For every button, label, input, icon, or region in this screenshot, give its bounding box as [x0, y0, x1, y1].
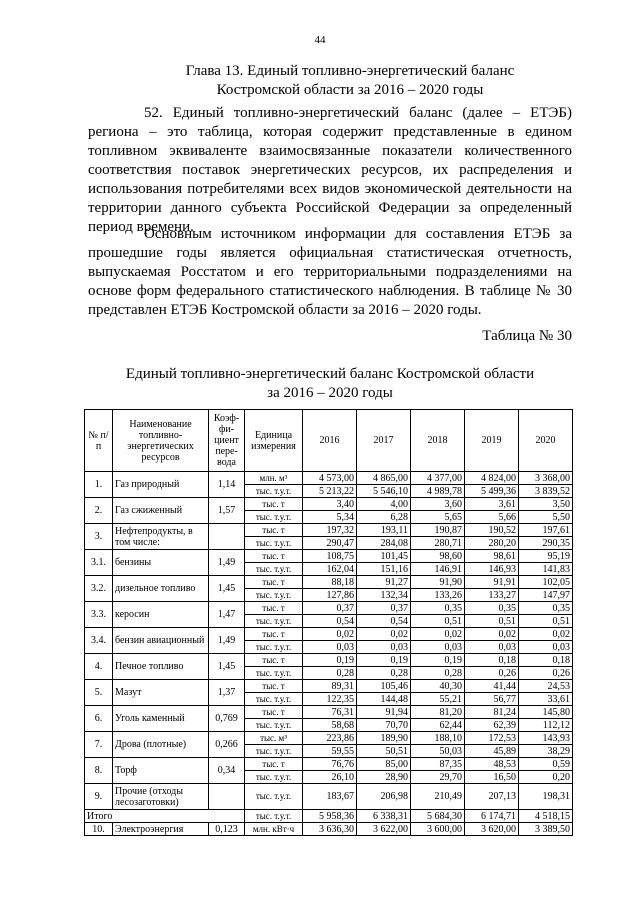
value-cell: 89,31: [303, 680, 357, 693]
paragraph-52: 52. Единый топливно-энергетический баланс (далее – ЕТЭБ) региона – это таблица, которая содержит представленные в едином топливном эквиваленте взаимосвязанные показатели количественного соответствия поставок энергетических ресурсов, их распределения и использования потребителями всех видов экономической деятельности на территории данного субъекта Российской Федерации за определенный период времени.: [88, 105, 572, 235]
conversion-coefficient: 1,49: [209, 550, 245, 576]
value-cell: 3 620,00: [465, 823, 519, 836]
total-label: Итого: [85, 810, 245, 823]
value-cell: 91,27: [357, 576, 411, 589]
chapter-title-line-1: Глава 13. Единый топливно-энергетический баланс: [185, 63, 515, 79]
value-cell: 88,18: [303, 576, 357, 589]
value-cell: 0,54: [357, 615, 411, 628]
value-cell: 0,37: [303, 602, 357, 615]
value-cell: 3 839,52: [519, 485, 573, 498]
value-cell: 5 546,10: [357, 485, 411, 498]
unit-cell: тыс. т: [245, 498, 303, 511]
value-cell: 6 174,71: [465, 810, 519, 823]
value-cell: 0,03: [357, 641, 411, 654]
value-cell: 162,04: [303, 563, 357, 576]
value-cell: 40,30: [411, 680, 465, 693]
resource-name: Уголь каменный: [113, 706, 209, 732]
value-cell: 0,37: [357, 602, 411, 615]
unit-cell: тыс. т: [245, 654, 303, 667]
value-cell: 0,18: [519, 654, 573, 667]
value-cell: 188,10: [411, 732, 465, 745]
table-row: [85, 823, 573, 836]
conversion-coefficient: 1,37: [209, 680, 245, 706]
page-number: 44: [314, 34, 326, 46]
table-row: [85, 680, 573, 693]
value-cell: 0,26: [519, 667, 573, 680]
value-cell: 0,19: [357, 654, 411, 667]
unit-cell: тыс. т: [245, 628, 303, 641]
row-number: 3.2.: [85, 576, 113, 602]
table-row: [85, 576, 573, 589]
value-cell: 0,02: [465, 628, 519, 641]
value-cell: 81,20: [411, 706, 465, 719]
header-name: Наименование топливно-энергетических ресурсов: [113, 410, 209, 472]
unit-cell: тыс. т: [245, 680, 303, 693]
value-cell: 132,34: [357, 589, 411, 602]
unit-cell: тыс. т: [245, 602, 303, 615]
conversion-coefficient: [209, 784, 245, 810]
value-cell: 144,48: [357, 693, 411, 706]
row-number: 7.: [85, 732, 113, 758]
value-cell: 151,16: [357, 563, 411, 576]
value-cell: 280,20: [465, 537, 519, 550]
row-number: 4.: [85, 654, 113, 680]
value-cell: 143,93: [519, 732, 573, 745]
table-row: [85, 602, 573, 615]
resource-name: бензин авиационный: [113, 628, 209, 654]
resource-name: Печное топливо: [113, 654, 209, 680]
value-cell: 62,44: [411, 719, 465, 732]
resource-name: Газ сжиженный: [113, 498, 209, 524]
unit-cell: тыс. т.у.т.: [245, 537, 303, 550]
unit-cell: тыс. т: [245, 706, 303, 719]
value-cell: 24,53: [519, 680, 573, 693]
row-number: 6.: [85, 706, 113, 732]
resource-name: керосин: [113, 602, 209, 628]
value-cell: 0,18: [465, 654, 519, 667]
value-cell: 33,61: [519, 693, 573, 706]
conversion-coefficient: 1,49: [209, 628, 245, 654]
row-number: 3.3.: [85, 602, 113, 628]
value-cell: 4 989,78: [411, 485, 465, 498]
value-cell: 3 389,50: [519, 823, 573, 836]
value-cell: 4 518,15: [519, 810, 573, 823]
fuel-energy-balance-table: [84, 409, 573, 836]
value-cell: 189,90: [357, 732, 411, 745]
unit-cell: тыс. т.у.т.: [245, 641, 303, 654]
table-title-line-2: за 2016 – 2020 годы: [267, 385, 393, 401]
row-number: 8.: [85, 758, 113, 784]
chapter-title-line-2: Костромской области за 2016 – 2020 годы: [216, 82, 484, 98]
value-cell: 91,94: [357, 706, 411, 719]
value-cell: 5 213,22: [303, 485, 357, 498]
table-title: [88, 365, 572, 403]
row-number: 9.: [85, 784, 113, 810]
unit-cell: тыс. т.у.т.: [245, 589, 303, 602]
value-cell: 112,12: [519, 719, 573, 732]
value-cell: 0,20: [519, 771, 573, 784]
table-row: [85, 498, 573, 511]
table-row: [85, 654, 573, 667]
value-cell: 127,86: [303, 589, 357, 602]
value-cell: 0,51: [465, 615, 519, 628]
table-title-line-1: Единый топливно-энергетический баланс Костромской области: [125, 366, 535, 382]
value-cell: 76,31: [303, 706, 357, 719]
value-cell: 3 600,00: [411, 823, 465, 836]
value-cell: 4 573,00: [303, 472, 357, 485]
unit-cell: тыс. т.у.т.: [245, 719, 303, 732]
unit-cell: тыс. т: [245, 524, 303, 537]
value-cell: 0,19: [411, 654, 465, 667]
value-cell: 91,90: [411, 576, 465, 589]
value-cell: 0,02: [411, 628, 465, 641]
value-cell: 0,51: [519, 615, 573, 628]
value-cell: 4,00: [357, 498, 411, 511]
value-cell: 190,52: [465, 524, 519, 537]
value-cell: 45,89: [465, 745, 519, 758]
value-cell: 59,55: [303, 745, 357, 758]
value-cell: 50,51: [357, 745, 411, 758]
unit-cell: млн. м³: [245, 472, 303, 485]
row-number: 5.: [85, 680, 113, 706]
value-cell: 38,29: [519, 745, 573, 758]
paragraph-sources: Основным источником информации для составления ЕТЭБ за прошедшие годы является официальная статистическая отчетность, выпускаемая Росстатом и его территориальными подразделениями на основе форм федерального статистического наблюдения. В таблице № 30 представлен ЕТЭБ Костромской области за 2016 – 2020 годы.: [88, 226, 572, 318]
unit-cell: тыс. т.у.т.: [245, 810, 303, 823]
value-cell: 147,97: [519, 589, 573, 602]
value-cell: 197,32: [303, 524, 357, 537]
unit-cell: тыс. т.у.т.: [245, 615, 303, 628]
value-cell: 146,91: [411, 563, 465, 576]
value-cell: 0,28: [357, 667, 411, 680]
value-cell: 5 684,30: [411, 810, 465, 823]
value-cell: 0,02: [357, 628, 411, 641]
value-cell: 41,44: [465, 680, 519, 693]
value-cell: 29,70: [411, 771, 465, 784]
value-cell: 102,05: [519, 576, 573, 589]
table-row: [85, 472, 573, 485]
header-num: № п/п: [85, 410, 113, 472]
value-cell: 3,40: [303, 498, 357, 511]
value-cell: 183,67: [303, 784, 357, 810]
value-cell: 122,35: [303, 693, 357, 706]
conversion-coefficient: 0,34: [209, 758, 245, 784]
value-cell: 5,34: [303, 511, 357, 524]
table-row: [85, 784, 573, 810]
value-cell: 0,54: [303, 615, 357, 628]
value-cell: 56,77: [465, 693, 519, 706]
row-number: 1.: [85, 472, 113, 498]
value-cell: 0,03: [411, 641, 465, 654]
value-cell: 5,66: [465, 511, 519, 524]
value-cell: 0,35: [411, 602, 465, 615]
unit-cell: тыс. т.у.т.: [245, 745, 303, 758]
value-cell: 5,50: [519, 511, 573, 524]
value-cell: 3 368,00: [519, 472, 573, 485]
value-cell: 223,86: [303, 732, 357, 745]
row-number: 3.1.: [85, 550, 113, 576]
value-cell: 4 865,00: [357, 472, 411, 485]
total-row: [85, 810, 573, 823]
value-cell: 133,27: [465, 589, 519, 602]
resource-name: Газ природный: [113, 472, 209, 498]
value-cell: 172,53: [465, 732, 519, 745]
value-cell: 0,26: [465, 667, 519, 680]
value-cell: 190,87: [411, 524, 465, 537]
conversion-coefficient: 1,14: [209, 472, 245, 498]
conversion-coefficient: 1,57: [209, 498, 245, 524]
unit-cell: тыс. т.у.т.: [245, 784, 303, 810]
value-cell: 50,03: [411, 745, 465, 758]
value-cell: 87,35: [411, 758, 465, 771]
unit-cell: тыс. т.у.т.: [245, 485, 303, 498]
value-cell: 0,03: [303, 641, 357, 654]
header-coef: Коэф-фи-циент пере-вода: [209, 410, 245, 472]
table-row: [85, 550, 573, 563]
value-cell: 0,59: [519, 758, 573, 771]
unit-cell: тыс. т: [245, 758, 303, 771]
conversion-coefficient: 1,45: [209, 576, 245, 602]
unit-cell: тыс. т.у.т.: [245, 511, 303, 524]
value-cell: 141,83: [519, 563, 573, 576]
unit-cell: тыс. т.у.т.: [245, 563, 303, 576]
resource-name: Дрова (плотные): [113, 732, 209, 758]
value-cell: 3,50: [519, 498, 573, 511]
unit-cell: тыс. т.у.т.: [245, 771, 303, 784]
header-year: 2018: [411, 410, 465, 472]
unit-cell: тыс. т: [245, 550, 303, 563]
value-cell: 0,51: [411, 615, 465, 628]
value-cell: 28,90: [357, 771, 411, 784]
table-row: [85, 628, 573, 641]
value-cell: 5 499,36: [465, 485, 519, 498]
value-cell: 101,45: [357, 550, 411, 563]
table-row: [85, 758, 573, 771]
table-body: [85, 472, 573, 836]
value-cell: 4 824,00: [465, 472, 519, 485]
value-cell: 0,03: [465, 641, 519, 654]
conversion-coefficient: 1,47: [209, 602, 245, 628]
resource-name: Прочие (отходы лесозаготовки): [113, 784, 209, 810]
value-cell: 85,00: [357, 758, 411, 771]
value-cell: 0,02: [303, 628, 357, 641]
value-cell: 290,47: [303, 537, 357, 550]
header-year: 2016: [303, 410, 357, 472]
table-header-row: [85, 410, 573, 472]
table-row: [85, 706, 573, 719]
value-cell: 0,02: [519, 628, 573, 641]
value-cell: 290,35: [519, 537, 573, 550]
conversion-coefficient: [209, 524, 245, 550]
value-cell: 55,21: [411, 693, 465, 706]
row-number: 2.: [85, 498, 113, 524]
value-cell: 16,50: [465, 771, 519, 784]
table-label: Таблица № 30: [482, 328, 572, 344]
value-cell: 58,68: [303, 719, 357, 732]
value-cell: 206,98: [357, 784, 411, 810]
value-cell: 62,39: [465, 719, 519, 732]
unit-cell: тыс. м³: [245, 732, 303, 745]
value-cell: 284,08: [357, 537, 411, 550]
chapter-title: [60, 62, 640, 100]
value-cell: 98,61: [465, 550, 519, 563]
conversion-coefficient: 1,45: [209, 654, 245, 680]
value-cell: 5,65: [411, 511, 465, 524]
value-cell: 146,93: [465, 563, 519, 576]
value-cell: 133,26: [411, 589, 465, 602]
value-cell: 91,91: [465, 576, 519, 589]
value-cell: 6 338,31: [357, 810, 411, 823]
value-cell: 76,76: [303, 758, 357, 771]
value-cell: 0,28: [411, 667, 465, 680]
resource-name: Торф: [113, 758, 209, 784]
header-year: 2017: [357, 410, 411, 472]
resource-name: Нефтепродукты, в том числе:: [113, 524, 209, 550]
value-cell: 0,03: [519, 641, 573, 654]
row-number: 10.: [85, 823, 113, 836]
value-cell: 0,19: [303, 654, 357, 667]
table-row: [85, 524, 573, 537]
unit-cell: тыс. т.у.т.: [245, 693, 303, 706]
conversion-coefficient: 0,769: [209, 706, 245, 732]
unit-cell: млн. кВт·ч: [245, 823, 303, 836]
value-cell: 95,19: [519, 550, 573, 563]
conversion-coefficient: 0,266: [209, 732, 245, 758]
header-year: 2019: [465, 410, 519, 472]
value-cell: 210,49: [411, 784, 465, 810]
resource-name: дизельное топливо: [113, 576, 209, 602]
value-cell: 145,80: [519, 706, 573, 719]
value-cell: 3 622,00: [357, 823, 411, 836]
conversion-coefficient: 0,123: [209, 823, 245, 836]
value-cell: 198,31: [519, 784, 573, 810]
row-number: 3.: [85, 524, 113, 550]
value-cell: 197,61: [519, 524, 573, 537]
value-cell: 108,75: [303, 550, 357, 563]
value-cell: 280,71: [411, 537, 465, 550]
value-cell: 105,46: [357, 680, 411, 693]
value-cell: 3,61: [465, 498, 519, 511]
value-cell: 6,28: [357, 511, 411, 524]
row-number: 3.4.: [85, 628, 113, 654]
value-cell: 81,24: [465, 706, 519, 719]
value-cell: 70,70: [357, 719, 411, 732]
value-cell: 26,10: [303, 771, 357, 784]
value-cell: 4 377,00: [411, 472, 465, 485]
resource-name: Электроэнергия: [113, 823, 209, 836]
value-cell: 98,60: [411, 550, 465, 563]
header-unit: Единица измерения: [245, 410, 303, 472]
value-cell: 207,13: [465, 784, 519, 810]
unit-cell: тыс. т: [245, 576, 303, 589]
unit-cell: тыс. т.у.т.: [245, 667, 303, 680]
value-cell: 0,28: [303, 667, 357, 680]
value-cell: 5 958,36: [303, 810, 357, 823]
resource-name: бензины: [113, 550, 209, 576]
value-cell: 193,11: [357, 524, 411, 537]
value-cell: 0,35: [465, 602, 519, 615]
value-cell: 3,60: [411, 498, 465, 511]
value-cell: 0,35: [519, 602, 573, 615]
value-cell: 3 636,30: [303, 823, 357, 836]
value-cell: 48,53: [465, 758, 519, 771]
table-row: [85, 732, 573, 745]
resource-name: Мазут: [113, 680, 209, 706]
header-year: 2020: [519, 410, 573, 472]
